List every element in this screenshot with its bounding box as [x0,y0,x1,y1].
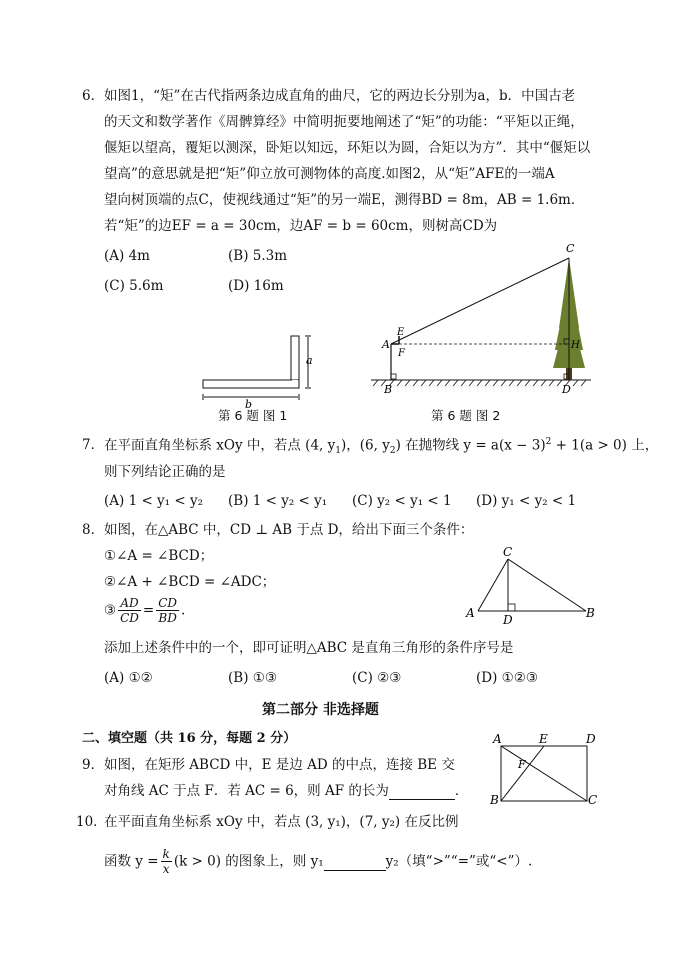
q8-option-b[interactable]: (B) ①③ [228,670,277,686]
fig2-label-f: F [398,348,405,359]
q7-sup: 2 [545,437,552,447]
q6-option-b[interactable]: (B) 5.3m [228,248,288,264]
q9-number: 9． [82,757,105,773]
q7-option-a[interactable]: (A) 1 < y₁ < y₂ [104,493,204,509]
q7-sub: 2 [389,446,396,457]
q8-condition-3 [104,596,185,626]
q6-figure-2-caption: 第 6 题 图 2 [431,408,501,423]
fig2-label-e: E [397,327,405,338]
q8-number: 8． [82,522,105,538]
q6-line-1: 如图1，“矩”在古代指两条边成直角的曲尺，它的两边长分别为a，b．中国古老 [104,88,576,104]
q8-line-1: 如图，在△ABC 中，CD ⊥ AB 于点 D，给出下面三个条件： [104,522,474,538]
q8-c3-period: . [181,602,186,619]
q9-line-2 [104,783,468,800]
q8-label-c: C [503,545,513,559]
q6-number: 6． [82,88,105,104]
q9-label-c: C [588,793,598,807]
q6-line-4: 望高”的意思就是把“矩”仰立放可测物体的高度.如图2，从“矩”AFE的一端A [104,166,555,182]
q6-figure-1 [195,330,325,408]
q8-label-b: B [586,606,595,620]
q7-option-d[interactable]: (D) y₁ < y₂ < 1 [476,493,577,509]
q8-line-5: 添加上述条件中的一个，即可证明△ABC 是直角三角形的条件序号是 [104,640,514,656]
q8-triangle-figure [462,545,602,627]
q9-text-part: 对角线 AC 于点 F．若 AC = 6，则 AF 的长为 [104,783,389,799]
q6-figure-1-caption: 第 6 题 图 1 [218,408,288,423]
q9-label-f: F [518,758,526,771]
q6-option-c[interactable]: (C) 5.6m [104,278,164,294]
section-two-heading: 二、填空题（共 16 分，每题 2 分） [82,731,297,746]
q8-option-a[interactable]: (A) ①② [104,670,153,686]
q8-option-c[interactable]: (C) ②③ [352,670,402,686]
fraction-k-over-x [161,847,172,877]
q8-label-d: D [503,613,513,627]
q6-figure-2 [365,240,600,398]
fig1-label-b: b [245,398,253,408]
q7-line-2: 则下列结论正确的是 [104,464,226,480]
q6-option-d[interactable]: (D) 16m [228,278,284,294]
q8-condition-1: ①∠A = ∠BCD； [104,548,214,564]
fraction-numerator: CD [158,596,178,610]
q10-answer-blank[interactable] [324,853,386,870]
q10-line-1: 在平面直角坐标系 xOy 中，若点 (3, y₁)，(7, y₂) 在反比例 [104,814,459,830]
q9-label-e: E [539,732,548,746]
fig2-label-h: H [571,340,580,351]
q9-label-a: A [493,732,502,746]
q6-option-a[interactable]: (A) 4m [104,248,150,264]
fraction-denominator: BD [158,611,177,626]
fig2-label-a: A [382,338,390,351]
fraction-denominator: x [162,862,170,877]
q6-line-5: 望向树顶端的点C，使视线通过“矩”的另一端E，测得BD = 8m，AB = 1.6m． [104,192,585,208]
equals-sign: = [142,602,155,619]
q7-line-1 [104,437,658,457]
q7-text-part: 在平面直角坐标系 xOy 中，若点 (4, y [104,437,336,454]
fraction-cd-bd [156,596,179,626]
q8-option-d[interactable]: (D) ①②③ [476,670,538,686]
q9-label-d: D [586,732,596,746]
q9-answer-blank[interactable] [389,783,455,800]
q10-text-part: (k > 0) 的图象上，则 y₁ [173,853,324,870]
q9-label-b: B [490,793,499,807]
q10-text-part: y₂（填“>”“=”或“<”）. [385,853,533,870]
q10-number: 10． [76,814,107,830]
q10-line-2 [104,847,532,877]
q7-text-part: + 1(a > 0) 上， [551,437,659,454]
q6-line-6: 若“矩”的边EF = a = 30cm，边AF = b = 60cm，则树高CD为 [104,218,498,234]
fig2-label-c: C [566,242,575,255]
fig1-label-a: a [306,354,313,367]
q7-text-part: ) 在抛物线 y = a(x − 3) [395,437,546,454]
q9-period: ． [454,783,469,799]
q8-c3-marker: ③ [104,602,117,619]
part-two-heading: 第二部分 非选择题 [262,702,379,718]
q7-option-c[interactable]: (C) y₂ < y₁ < 1 [352,493,452,509]
q7-text-part: )，(6, y [340,437,390,454]
fig2-label-d: D [562,383,571,396]
q7-number: 7． [82,437,105,453]
fraction-numerator: AD [118,596,141,611]
q6-line-2: 的天文和数学著作《周髀算经》中简明扼要地阐述了“矩”的功能：“平矩以正绳， [104,114,584,130]
fraction-ad-cd [118,596,141,626]
fraction-numerator: k [162,847,170,861]
q6-line-3: 偃矩以望高，覆矩以测深，卧矩以知远，环矩以为圆，合矩以为方”．其中“偃矩以 [104,140,591,156]
q7-option-b[interactable]: (B) 1 < y₂ < y₁ [228,493,328,509]
fig2-label-b: B [384,383,393,396]
q7-sub: 1 [335,446,341,457]
q9-line-1: 如图，在矩形 ABCD 中，E 是边 AD 的中点，连接 BE 交 [104,757,455,773]
q10-text-part: 函数 y = [104,853,159,870]
q8-label-a: A [466,606,475,620]
q8-condition-2: ②∠A + ∠BCD = ∠ADC； [104,574,276,590]
q9-rectangle-figure [485,728,605,810]
fraction-denominator: CD [120,611,139,626]
